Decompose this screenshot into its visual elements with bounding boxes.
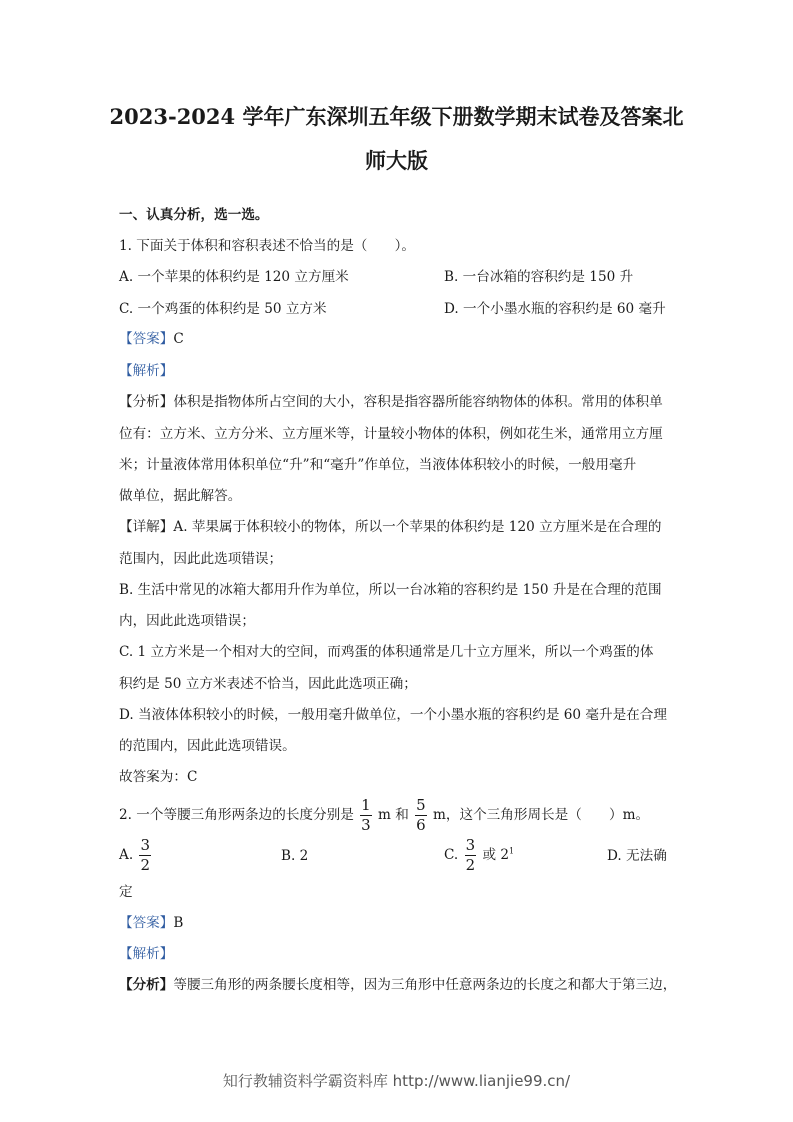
answer-value: C bbox=[173, 331, 184, 347]
q1-answer bbox=[119, 333, 184, 347]
q2-stem-part-b: m 和 bbox=[378, 807, 409, 823]
fraction-three-halves bbox=[139, 838, 151, 873]
q1-fenxi-line4: 做单位，据此解答。 bbox=[119, 488, 242, 504]
fraction-numerator: 1 bbox=[361, 796, 371, 814]
fenxi-tag: 【分析】 bbox=[119, 977, 174, 993]
q1-stem: 1. 下面关于体积和容积表述不恰当的是（ ）。 bbox=[119, 238, 415, 254]
q1-option-c: C. 一个鸡蛋的体积约是 50 立方米 bbox=[119, 301, 327, 317]
q1-detail-line6: 积约是 50 立方米表述不恰当，因此此选项正确； bbox=[119, 676, 417, 692]
q2-analysis-tag: 【解析】 bbox=[119, 946, 174, 962]
option-label: A. bbox=[119, 847, 134, 863]
detail-text: A. 苹果属于体积较小的物体，所以一个苹果的体积约是 120 立方厘米是在合理的 bbox=[173, 519, 662, 535]
fraction-denominator: 6 bbox=[416, 816, 426, 834]
q1-fenxi-line2: 位有：立方米、立方分米、立方厘米等，计量较小物体的体积，例如花生米，通常用立方厘 bbox=[119, 426, 663, 442]
q2-option-a bbox=[119, 838, 153, 873]
detail-tag: 【详解】 bbox=[119, 519, 174, 535]
q1-detail-line2: 范围内，因此此选项错误； bbox=[119, 551, 283, 567]
q1-conclusion: 故答案为：C bbox=[119, 769, 198, 785]
option-label: C. bbox=[444, 847, 459, 863]
page-title-line1: 2023-2024 学年广东深圳五年级下册数学期末试卷及答案北 bbox=[109, 104, 684, 129]
q2-option-c bbox=[444, 838, 514, 873]
answer-tag: 【答案】 bbox=[119, 331, 174, 347]
fenxi-text: 体积是指物体所占空间的大小，容积是指容器所能容纳物体的体积。常用的体积单 bbox=[173, 394, 663, 410]
fraction-one-third bbox=[360, 798, 372, 833]
q2-stem-part-c: m，这个三角形周长是（ ）m。 bbox=[433, 807, 650, 823]
fraction-five-sixths bbox=[415, 798, 427, 833]
q1-detail-line8: 的范围内，因此此选项错误。 bbox=[119, 738, 296, 754]
q1-detail-line1 bbox=[119, 521, 661, 535]
q1-option-d: D. 一个小墨水瓶的容积约是 60 毫升 bbox=[444, 301, 666, 317]
q2-stem-part-a: 2. 一个等腰三角形两条边的长度分别是 bbox=[119, 807, 354, 823]
fraction-denominator: 3 bbox=[361, 816, 371, 834]
q2-answer bbox=[119, 917, 183, 931]
fraction-denominator: 2 bbox=[465, 856, 476, 874]
option-c-tail: 或 2 bbox=[482, 847, 510, 863]
q1-detail-line5: C. 1 立方米是一个相对大的空间，而鸡蛋的体积通常是几十立方厘米，所以一个鸡蛋的体 bbox=[119, 644, 654, 660]
fenxi-text: 等腰三角形的两条腰长度相等，因为三角形中任意两条边的长度之和都大于第三边， bbox=[173, 977, 677, 993]
q2-option-b: B. 2 bbox=[281, 848, 309, 864]
q2-stem bbox=[119, 798, 649, 833]
q1-analysis-tag: 【解析】 bbox=[119, 363, 174, 379]
q1-detail-line4: 内，因此此选项错误； bbox=[119, 613, 255, 629]
q1-fenxi-line3: 米；计量液体常用体积单位“升”和“毫升”作单位，当液体体积较小的时候，一般用毫升 bbox=[119, 457, 637, 473]
fraction-numerator: 5 bbox=[416, 796, 426, 814]
q2-option-d: D. 无法确 bbox=[607, 848, 667, 864]
fraction-three-halves bbox=[465, 838, 477, 873]
q2-fenxi-line1 bbox=[119, 979, 676, 993]
q1-detail-line3: B. 生活中常见的冰箱大都用升作为单位，所以一台冰箱的容积约是 150 升是在合理的范围 bbox=[119, 582, 662, 598]
fraction-numerator: 3 bbox=[140, 836, 151, 854]
page-title-line2: 师大版 bbox=[365, 148, 428, 173]
section-heading: 一、认真分析，选一选。 bbox=[119, 207, 269, 223]
footer-watermark: 知行教辅资料学霸资料库 http://www.lianjie99.cn/ bbox=[222, 1072, 571, 1090]
answer-value: B bbox=[173, 915, 184, 931]
q1-option-a: A. 一个苹果的体积约是 120 立方厘米 bbox=[119, 269, 349, 285]
answer-tag: 【答案】 bbox=[119, 915, 174, 931]
q1-option-b: B. 一台冰箱的容积约是 150 升 bbox=[444, 269, 634, 285]
fraction-denominator: 2 bbox=[140, 856, 151, 874]
fenxi-tag: 【分析】 bbox=[119, 394, 174, 410]
fraction-numerator: 3 bbox=[465, 836, 476, 854]
q2-option-d-continued: 定 bbox=[119, 884, 133, 900]
q1-fenxi-line1 bbox=[119, 396, 663, 410]
q1-detail-line7: D. 当液体体积较小的时候，一般用毫升做单位，一个小墨水瓶的容积约是 60 毫升是在合理 bbox=[119, 707, 667, 723]
superscript: 1 bbox=[509, 846, 515, 856]
